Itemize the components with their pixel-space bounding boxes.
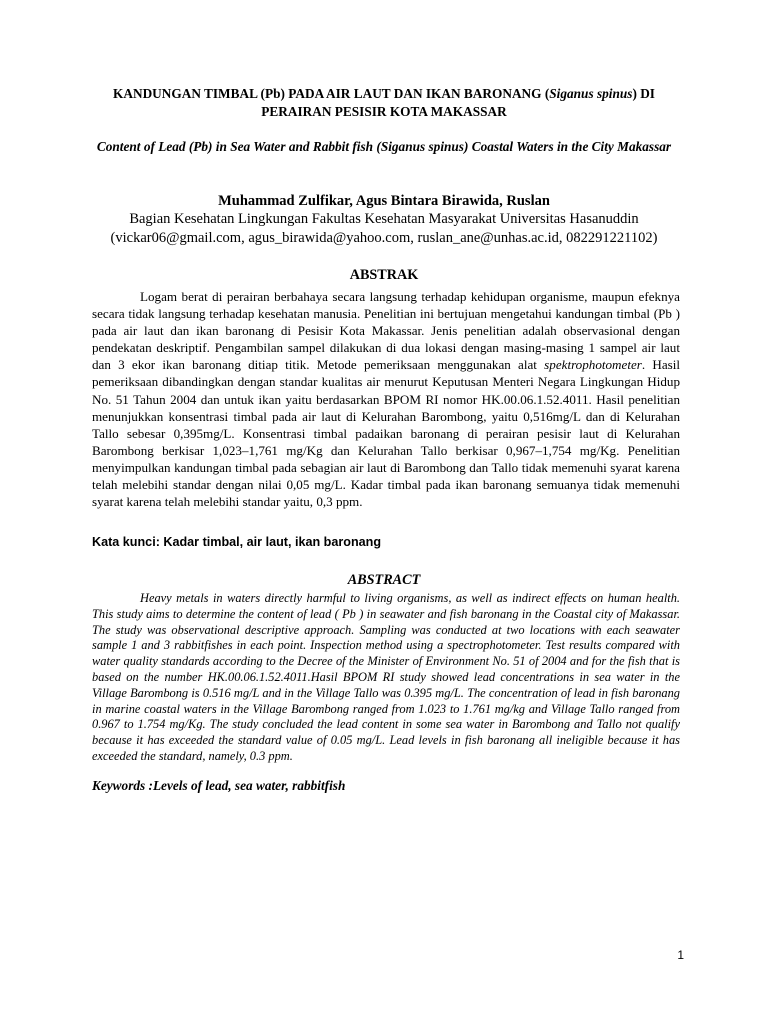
contact-emails: (vickar06@gmail.com, agus_birawida@yahoo.com, ruslan_ane@unhas.ac.id, 082291221102) <box>110 230 658 246</box>
abstrak-heading: ABSTRAK <box>349 267 419 283</box>
paper-title <box>95 85 673 121</box>
abstrak-paragraph <box>92 288 680 510</box>
title-part-2: ) DI PERAIRAN PESISIR KOTA MAKASSAR <box>261 86 655 119</box>
keywords: Keywords :Levels of lead, sea water, rabbitfish <box>92 778 346 793</box>
affiliation: Bagian Kesehatan Lingkungan Fakultas Kesehatan Masyarakat Universitas Hasanuddin <box>129 211 639 227</box>
title-part-1: KANDUNGAN TIMBAL (Pb) PADA AIR LAUT DAN IKAN BARONANG ( <box>113 86 550 101</box>
kata-kunci: Kata kunci: Kadar timbal, air laut, ikan baronang <box>92 535 382 549</box>
abstrak-instrument: spektrophotometer <box>544 357 642 373</box>
title-species: Siganus spinus <box>549 86 633 101</box>
abstract-paragraph: Heavy metals in waters directly harmful to living organisms, as well as indirect effects on human health. This study aims to determine the content of lead ( Pb ) in seawater and fish baronang in the Coastal city of Makassar. The study was observational descriptive approach. Sampling was conducted at two locations with each seawater sample 1 and 3 rabbitfishes in each point. Inspection method using a spectrophotometer. Test results compared with water quality standards according to the Decree of the Minister of Environment No. 51 of 2004 and for the fish that is based on the number HK.00.06.1.52.4011.Hasil BPOM RI study showed lead concentrations in sea water in the Village Barombong is 0.516 mg/L and in the Village Tallo was 0.395 mg/L. The concentration of lead in fish baronang in marine coastal waters in the Village Barombong ranged from 1.023 to 1.761 mg/kg and Village Tallo ranged from 0.967 to 1.754 mg/Kg. The study concluded the lead content in some sea water in Barombong and Tallo not qualify because it has exceeded the standard value of 0.05 mg/L. Lead levels in fish baronang all ineligible because it has exceeded the standard, namely, 0.3 ppm. <box>92 591 680 763</box>
page-number: 1 <box>677 948 684 962</box>
abstract-heading: ABSTRACT <box>347 572 421 588</box>
affiliation-block <box>60 210 708 248</box>
author-list: Muhammad Zulfikar, Agus Bintara Birawida, Ruslan <box>218 193 550 209</box>
english-title: Content of Lead (Pb) in Sea Water and Rabbit fish (Siganus spinus) Coastal Waters in the City Makassar <box>96 139 672 154</box>
abstrak-text-part-2: . Hasil pemeriksaan dibandingkan dengan standar kualitas air menurut Keputusan Menteri Negara Lingkungan Hidup No. 51 Tahun 2004 dan untuk ikan yaitu berdasarkan BPOM RI nomor HK.00.06.1.52.4011. Hasil penelitian menunjukkan konsentrasi timbal pada air laut di Kelurahan Barombong, yaitu 0,516mg/L dan di Kelurahan Tallo sebesar 0,395mg/L. Konsentrasi timbal padaikan baronang di perairan pesisir laut di Kelurahan Barombong berkisar 1,023–1,761 mg/Kg dan Kelurahan Tallo berkisar 0,967–1,754 mg/Kg. Penelitian menyimpulkan kandungan timbal pada sebagian air laut di Barombong dan Tallo tidak memenuhi syarat karena telah melebihi standar dengan nilai 0,05 mg/L. Kadar timbal pada ikan baronang semuanya tidak memenuhi syarat karena telah melebihi standar yaitu, 0,3 ppm. <box>92 357 681 510</box>
abstrak-text-part-1: Logam berat di perairan berbahaya secara langsung terhadap kehidupan organisme, maupun efeknya secara tidak langsung terhadap kesehatan manusia. Penelitian ini bertujuan mengetahui kandungan timbal (Pb ) pada air laut dan ikan baronang di Pesisir Kota Makassar. Jenis penelitian adalah observasional dengan pendekatan deskriptif. Pengambilan sampel dilakukan di dua lokasi dengan masing-masing 1 sampel air laut dan 3 ekor ikan baronang ditiap titik. Metode pemeriksaan menggunakan alat <box>92 289 680 373</box>
